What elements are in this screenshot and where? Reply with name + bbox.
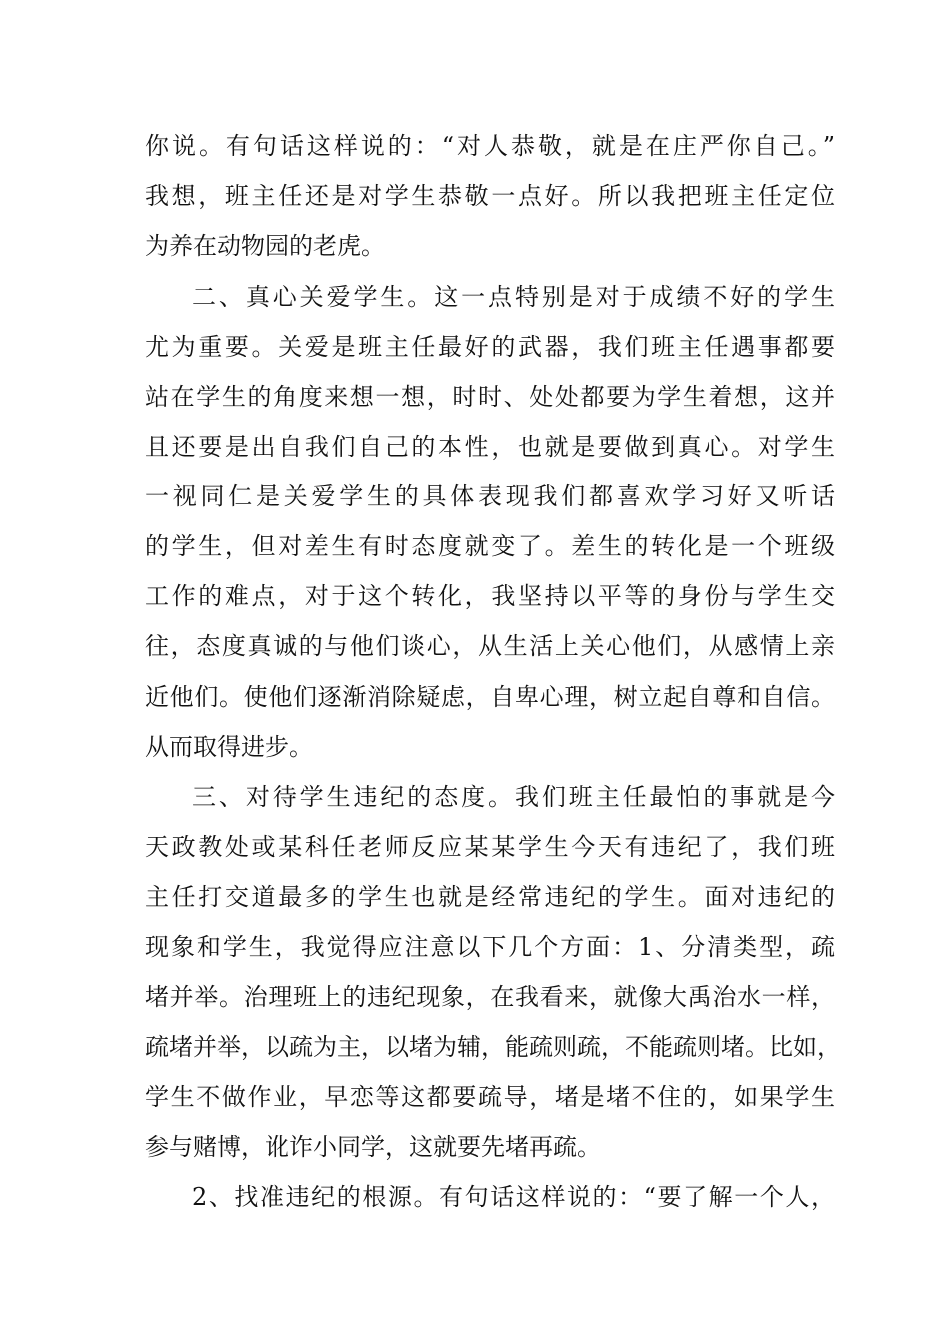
text-line: 从而取得进步。 (145, 733, 313, 761)
paragraph-start-line: 2、找准违纪的根源。有句话这样说的：“要了解一个人， (192, 1183, 835, 1211)
text-line: 学生不做作业，早恋等这都要疏导，堵是堵不住的，如果学生 (145, 1083, 835, 1111)
text-line: 现象和学生，我觉得应注意以下几个方面：1、分清类型，疏 (145, 933, 835, 961)
text-line: 一视同仁是关爱学生的具体表现我们都喜欢学习好又听话 (145, 482, 835, 510)
paragraph-start-line: 三、对待学生违纪的态度。我们班主任最怕的事就是今 (192, 783, 835, 811)
text-line: 疏堵并举，以疏为主，以堵为辅，能疏则疏，不能疏则堵。比如， (145, 1033, 841, 1061)
text-line: 为养在动物园的老虎。 (145, 232, 385, 260)
text-line: 且还要是出自我们自己的本性，也就是要做到真心。对学生 (145, 433, 835, 461)
text-line: 的学生，但对差生有时态度就变了。差生的转化是一个班级 (145, 532, 835, 560)
text-line: 天政教处或某科任老师反应某某学生今天有违纪了，我们班 (145, 833, 835, 861)
paragraph-start-line: 二、真心关爱学生。这一点特别是对于成绩不好的学生 (192, 283, 835, 311)
text-line: 你说。有句话这样说的：“对人恭敬，就是在庄严你自己。” (145, 132, 835, 160)
text-line: 工作的难点，对于这个转化，我坚持以平等的身份与学生交 (145, 582, 835, 610)
text-line: 主任打交道最多的学生也就是经常违纪的学生。面对违纪的 (145, 883, 835, 911)
text-line: 近他们。使他们逐渐消除疑虑，自卑心理，树立起自尊和自信。 (145, 683, 835, 711)
text-line: 堵并举。治理班上的违纪现象，在我看来，就像大禹治水一样， (145, 983, 835, 1011)
text-line: 我想，班主任还是对学生恭敬一点好。所以我把班主任定位 (145, 182, 835, 210)
text-line: 尤为重要。关爱是班主任最好的武器，我们班主任遇事都要 (145, 333, 835, 361)
text-line: 站在学生的角度来想一想，时时、处处都要为学生着想，这并 (145, 383, 835, 411)
text-line: 往，态度真诚的与他们谈心，从生活上关心他们，从感情上亲 (145, 632, 835, 660)
text-line: 参与赌博，讹诈小同学，这就要先堵再疏。 (145, 1133, 601, 1161)
